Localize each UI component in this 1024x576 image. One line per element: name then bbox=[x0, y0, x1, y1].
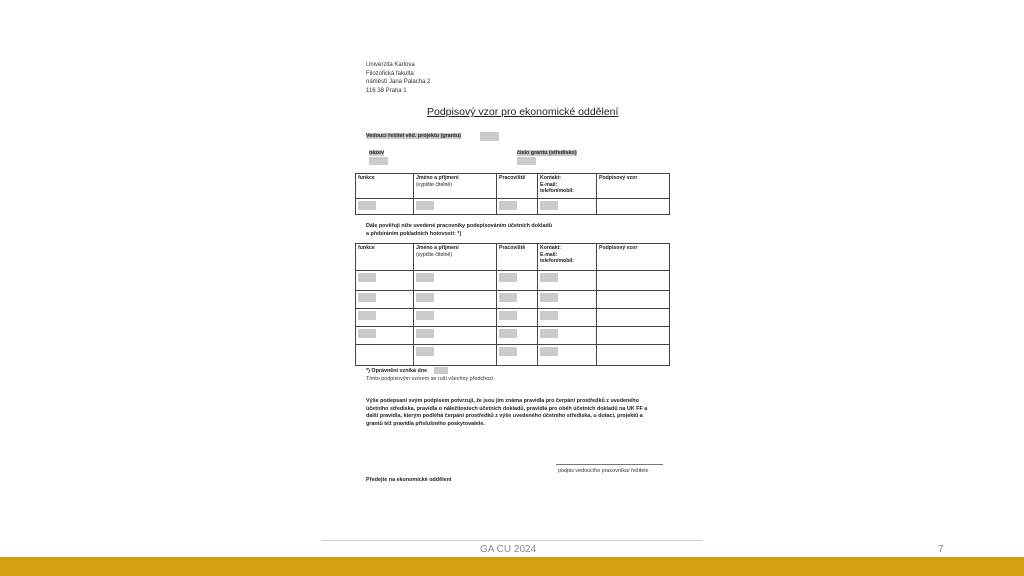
declaration-text bbox=[366, 398, 647, 428]
cell-kontakt[interactable] bbox=[538, 309, 597, 327]
footer-divider bbox=[322, 540, 702, 541]
table-header-row bbox=[356, 244, 670, 271]
cell-kontakt[interactable] bbox=[538, 271, 597, 291]
valid-from-label: *) Oprávnění vzniká dne bbox=[366, 368, 428, 374]
col-jmeno bbox=[414, 174, 497, 199]
table-row bbox=[356, 271, 670, 291]
footer-text: GA CU 2024 bbox=[480, 544, 537, 555]
col-funkce: funkce bbox=[356, 244, 414, 271]
signature-caption: podpis vedoucího pracovníka/ řešitele bbox=[558, 468, 649, 474]
delegates-table bbox=[355, 243, 670, 366]
handover-note: Předejte na ekonomické oddělení bbox=[366, 477, 452, 483]
cell-funkce[interactable] bbox=[356, 199, 414, 215]
authorization-text bbox=[366, 223, 552, 238]
cell-funkce[interactable] bbox=[356, 291, 414, 309]
cancels-note: Tímto podpisovým vzorem se ruší všechny předchozí. bbox=[366, 376, 495, 382]
table-row bbox=[356, 199, 670, 215]
cell-kontakt[interactable] bbox=[538, 327, 597, 345]
col-telefon-label: telefon/mobil: bbox=[540, 258, 575, 265]
col-jmeno bbox=[414, 244, 497, 271]
col-kontakt-label: Kontakt: bbox=[540, 175, 562, 181]
col-jmeno-label: Jméno a příjmení bbox=[416, 175, 459, 181]
col-funkce: funkce bbox=[356, 174, 414, 199]
cell-kontakt[interactable] bbox=[538, 345, 597, 366]
cell-pracoviste[interactable] bbox=[497, 345, 538, 366]
col-kontakt bbox=[538, 244, 597, 271]
table-row bbox=[356, 291, 670, 309]
table-row bbox=[356, 345, 670, 366]
cell-jmeno[interactable] bbox=[414, 345, 497, 366]
cell-podpis[interactable] bbox=[597, 345, 670, 366]
cell-pracoviste[interactable] bbox=[497, 271, 538, 291]
cell-funkce[interactable] bbox=[356, 327, 414, 345]
table-header-row bbox=[356, 174, 670, 199]
cell-kontakt[interactable] bbox=[538, 199, 597, 215]
declaration-line: Výše podepsaní svým podpisem potvrzují, že jsou jim známa pravidla pro čerpání prostředků z uvedeného bbox=[366, 398, 639, 404]
col-kontakt bbox=[538, 174, 597, 199]
cell-jmeno[interactable] bbox=[414, 199, 497, 215]
cell-funkce[interactable] bbox=[356, 271, 414, 291]
cell-pracoviste[interactable] bbox=[497, 291, 538, 309]
grant-label: číslo grantu (středisko) bbox=[517, 150, 577, 156]
col-jmeno-note: (vypište čitelně) bbox=[416, 251, 453, 258]
cell-jmeno[interactable] bbox=[414, 291, 497, 309]
cell-podpis[interactable] bbox=[597, 199, 670, 215]
declaration-line: další pravidla, kterým podléhá čerpání prostředků z výše uvedeného účetního střediska, u dotací, projektů a bbox=[366, 413, 643, 420]
signature-line[interactable] bbox=[556, 464, 663, 465]
address-line: 116 38 Praha 1 bbox=[366, 87, 407, 94]
address-line: náměstí Jana Palacha 2 bbox=[366, 79, 431, 85]
col-email-label: E-mail: bbox=[540, 251, 558, 258]
cell-podpis[interactable] bbox=[597, 309, 670, 327]
cell-podpis[interactable] bbox=[597, 291, 670, 309]
col-pracoviste: Pracoviště bbox=[497, 244, 538, 271]
cell-podpis[interactable] bbox=[597, 327, 670, 345]
document-title: Podpisový vzor pro ekonomické oddělení bbox=[427, 106, 619, 118]
col-kontakt-label: Kontakt: bbox=[540, 245, 562, 251]
slide-number: 7 bbox=[938, 544, 944, 555]
cell-funkce[interactable] bbox=[356, 345, 414, 366]
declaration-line: grantů též pravidla příslušného poskytovatele. bbox=[366, 420, 485, 427]
authorization-line: a přebíráním pokladních hotovostí: *) bbox=[366, 230, 462, 237]
cell-pracoviste[interactable] bbox=[497, 199, 538, 215]
col-email-label: E-mail: bbox=[540, 181, 558, 188]
leader-input[interactable] bbox=[480, 132, 499, 141]
col-jmeno-label: Jméno a příjmení bbox=[416, 245, 459, 251]
name-label: název bbox=[369, 150, 384, 156]
cell-jmeno[interactable] bbox=[414, 309, 497, 327]
cell-jmeno[interactable] bbox=[414, 271, 497, 291]
col-telefon-label: telefon/mobil: bbox=[540, 188, 575, 195]
cell-podpis[interactable] bbox=[597, 271, 670, 291]
cell-jmeno[interactable] bbox=[414, 327, 497, 345]
address-line: Univerzita Karlova bbox=[366, 62, 415, 68]
name-input[interactable] bbox=[369, 157, 388, 165]
table-row bbox=[356, 327, 670, 345]
cell-pracoviste[interactable] bbox=[497, 309, 538, 327]
leader-label: Vedoucí řešitel věd. projektu (grantu) bbox=[366, 133, 461, 139]
grant-input[interactable] bbox=[517, 157, 536, 165]
col-podpis: Podpisový vzor bbox=[597, 244, 670, 271]
address-line: Filozofická fakulta bbox=[366, 70, 414, 77]
declaration-line: účetního střediska, pravidla o náležitostech účetních dokladů, pravidla pro oběh účetních dokladů na UK FF a bbox=[366, 405, 648, 412]
cell-pracoviste[interactable] bbox=[497, 327, 538, 345]
col-pracoviste: Pracoviště bbox=[497, 174, 538, 199]
address-block bbox=[366, 61, 430, 95]
leader-table bbox=[355, 173, 670, 215]
col-podpis: Podpisový vzor bbox=[597, 174, 670, 199]
authorization-line: Dále pověřuji níže uvedené pracovníky podepisováním účetních dokladů bbox=[366, 223, 553, 229]
cell-funkce[interactable] bbox=[356, 309, 414, 327]
valid-from-input[interactable] bbox=[434, 367, 448, 374]
col-jmeno-note: (vypište čitelně) bbox=[416, 181, 453, 188]
table-row bbox=[356, 309, 670, 327]
accent-bar bbox=[0, 557, 1024, 576]
cell-kontakt[interactable] bbox=[538, 291, 597, 309]
